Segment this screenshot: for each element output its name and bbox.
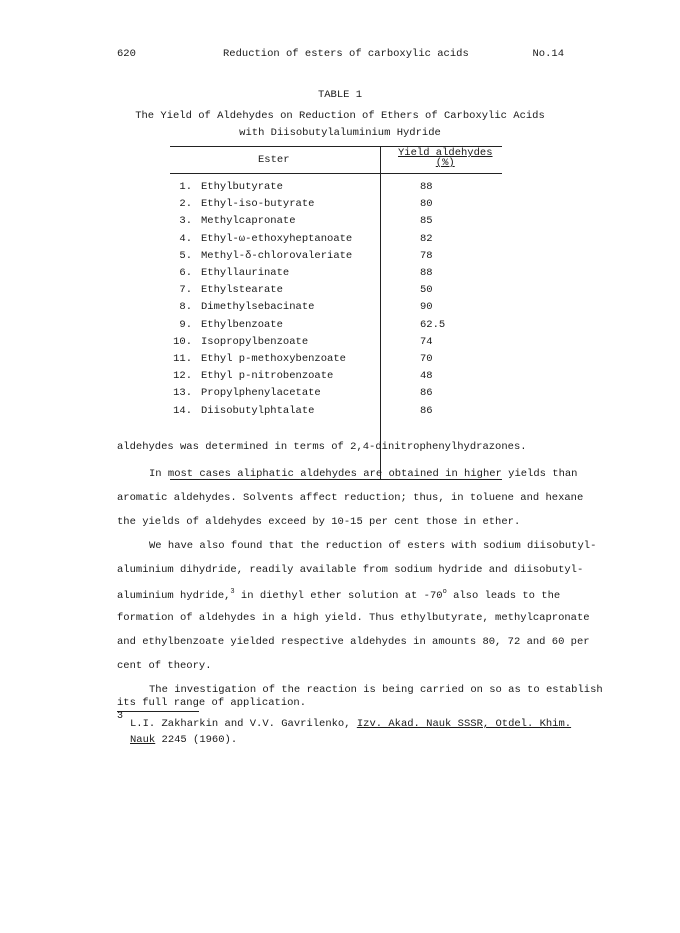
body-line: aromatic aldehydes. Solvents affect reduction; thus, in toluene and hexane xyxy=(117,492,584,504)
body-line: We have also found that the reduction of esters with sodium diisobutyl- xyxy=(149,540,597,552)
ester-name: Methyl-δ-chlorovaleriate xyxy=(201,249,353,262)
row-number: 14. xyxy=(173,404,192,417)
row-number: 3. xyxy=(179,215,192,228)
row-number: 8. xyxy=(179,301,192,314)
ester-name: Ethylbutyrate xyxy=(201,181,283,193)
body-line: its full range of application. xyxy=(117,697,307,709)
page-header xyxy=(117,48,564,62)
page-number: 620 xyxy=(117,48,136,60)
reference-mark: 3 xyxy=(230,588,235,596)
footnote-rule xyxy=(117,711,199,712)
body-line: the yields of aldehydes exceed by 10-15 per cent those in ether. xyxy=(117,516,521,528)
column-header-ester: Ester xyxy=(258,154,290,166)
body-line: cent of theory. xyxy=(117,660,212,672)
ester-name: Ethyl p-methoxybenzoate xyxy=(201,353,346,365)
column-header-yield xyxy=(398,148,493,168)
table-row xyxy=(170,198,502,215)
degree-mark: o xyxy=(442,588,447,596)
yield-value: 85 xyxy=(420,215,433,228)
body-line: The investigation of the reaction is being carried on so as to establish xyxy=(149,684,603,696)
table-label: TABLE 1 xyxy=(317,89,363,101)
ester-name: Methylcapronate xyxy=(201,215,296,228)
ester-name: Ethylstearate xyxy=(201,284,283,297)
row-number: 5. xyxy=(179,249,192,262)
ester-name: Ethyl-iso-butyrate xyxy=(201,198,315,211)
yield-value: 88 xyxy=(420,181,433,193)
yield-value: 90 xyxy=(420,301,433,314)
footnote-line xyxy=(130,718,571,730)
yield-value: 86 xyxy=(420,387,433,400)
caption-line: with Diisobutylaluminium Hydride xyxy=(239,127,441,139)
footnote-authors: L.I. Zakharkin and V.V. Gavrilenko, xyxy=(130,718,357,730)
column-header-yield-unit: (%) xyxy=(435,157,455,169)
body-line: formation of aldehydes in a high yield. Thus ethylbutyrate, methylcapronate xyxy=(117,612,590,624)
ester-name: Propylphenylacetate xyxy=(201,387,321,400)
footnote-line xyxy=(130,734,237,746)
table-row xyxy=(170,353,502,370)
body-line: and ethylbenzoate yielded respective aldehydes in amounts 80, 72 and 60 per xyxy=(117,636,590,648)
row-number: 2. xyxy=(179,198,192,211)
footnote-journal: Nauk xyxy=(130,734,156,746)
yield-value: 74 xyxy=(420,335,433,348)
column-header-yield-label: Yield aldehydes xyxy=(398,147,493,159)
ester-name: Ethyl p-nitrobenzoate xyxy=(201,370,334,383)
table-row xyxy=(170,284,502,301)
yield-value: 86 xyxy=(420,404,433,417)
body-text: aluminium hydride, xyxy=(117,590,231,602)
table-row xyxy=(170,336,502,353)
running-title: Reduction of esters of carboxylic acids xyxy=(223,48,469,60)
body-line: aluminium dihydride, readily available from sodium hydride and diisobutyl- xyxy=(117,564,584,576)
table-row xyxy=(170,215,502,232)
ester-name: Dimethylsebacinate xyxy=(201,301,315,314)
row-number: 4. xyxy=(179,232,192,245)
yield-value: 62.5 xyxy=(420,318,446,331)
ester-name: Ethyllaurinate xyxy=(201,267,290,279)
yield-table xyxy=(170,146,502,480)
footnote-mark: 3 xyxy=(117,711,124,722)
footnote-details: 2245 (1960). xyxy=(155,734,238,746)
table-rule-header xyxy=(170,173,502,174)
table-row xyxy=(170,267,502,284)
ester-name: Ethyl-ω-ethoxyheptanoate xyxy=(201,232,353,245)
caption-line: The Yield of Aldehydes on Reduction of Ethers of Carboxylic Acids xyxy=(135,110,545,122)
issue-number: No.14 xyxy=(532,48,564,60)
yield-value: 78 xyxy=(420,249,433,262)
table-row xyxy=(170,233,502,250)
table-row xyxy=(170,405,502,422)
row-number: 1. xyxy=(179,181,192,193)
row-number: 9. xyxy=(179,318,192,331)
body-line: aldehydes was determined in terms of 2,4-dinitrophenylhydrazones. xyxy=(117,441,527,453)
yield-value: 70 xyxy=(420,353,433,365)
table-row xyxy=(170,387,502,404)
table-row xyxy=(170,181,502,198)
yield-value: 48 xyxy=(420,370,433,383)
ester-name: Ethylbenzoate xyxy=(201,318,283,331)
table-row xyxy=(170,301,502,318)
row-number: 11. xyxy=(173,353,192,365)
ester-name: Diisobutylphtalate xyxy=(201,404,315,417)
table-row xyxy=(170,250,502,267)
body-text: also leads to the xyxy=(446,590,561,602)
row-number: 12. xyxy=(173,370,192,383)
row-number: 10. xyxy=(173,335,192,348)
table-row xyxy=(170,370,502,387)
footnote-journal: Izv. Akad. Nauk SSSR, Otdel. Khim. xyxy=(356,718,572,730)
yield-value: 82 xyxy=(420,232,433,245)
body-text: in diethyl ether solution at -70 xyxy=(234,590,443,602)
row-number: 7. xyxy=(179,284,192,297)
yield-value: 50 xyxy=(420,284,433,297)
row-number: 6. xyxy=(179,267,192,279)
body-line: In most cases aliphatic aldehydes are obtained in higher yields than xyxy=(149,468,578,480)
ester-name: Isopropylbenzoate xyxy=(201,335,309,348)
row-number: 13. xyxy=(173,387,192,400)
yield-value: 80 xyxy=(420,198,433,211)
table-row xyxy=(170,319,502,336)
yield-value: 88 xyxy=(420,267,433,279)
table-caption xyxy=(100,108,580,142)
body-line xyxy=(117,588,567,602)
